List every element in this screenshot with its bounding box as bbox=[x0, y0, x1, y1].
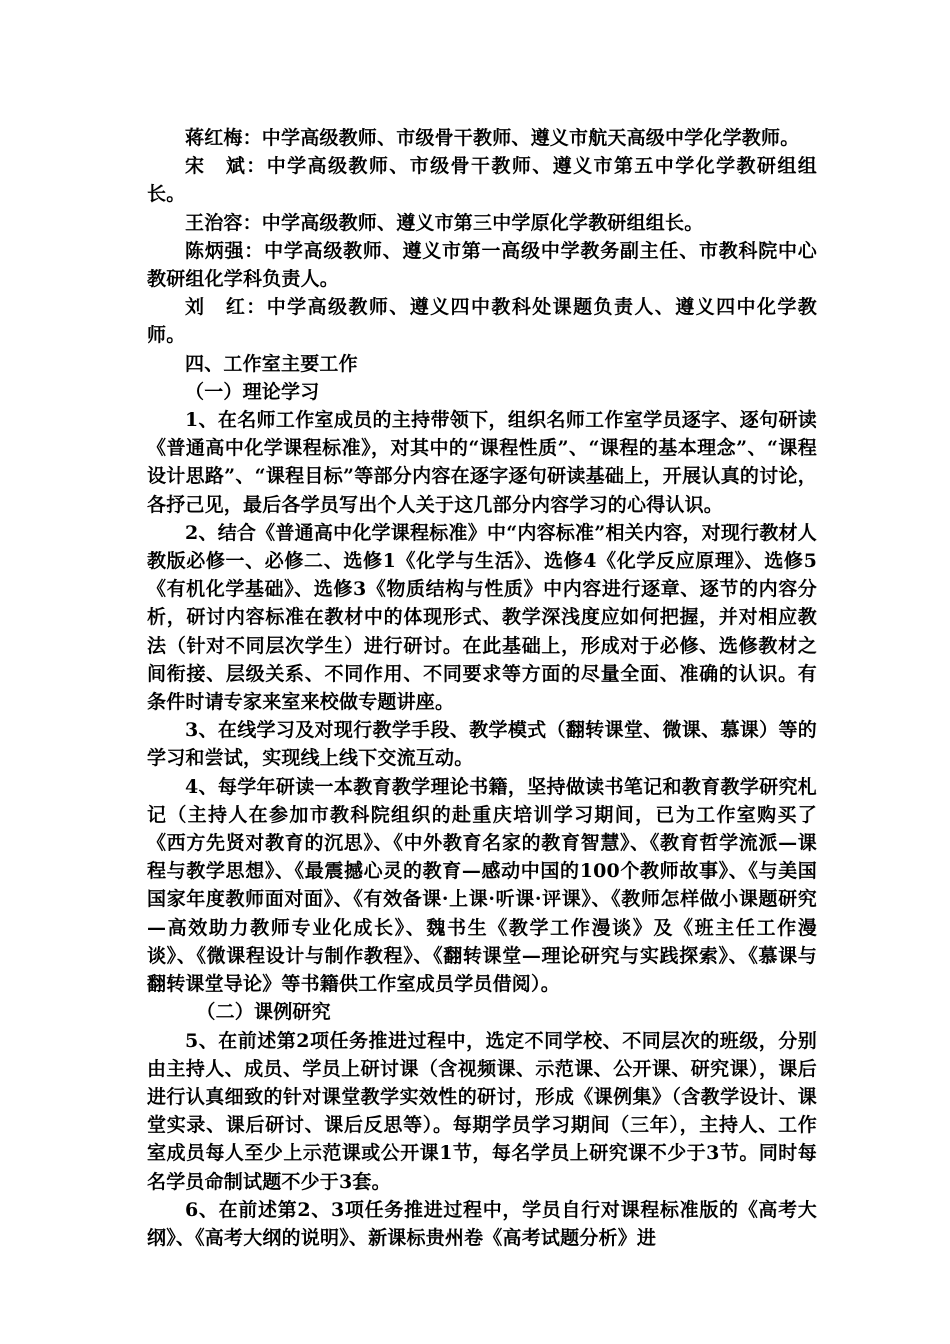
item-1-paragraph: 1、在名师工作室成员的主持带领下，组织名师工作室学员逐字、逐句研读《普通高中化学课程标准》，对其中的“课程性质”、“课程的基本理念”、“课程设计思路”、“课程目标”等部分内容在逐字逐句研读基础上，开展认真的讨论，各抒己见，最后各学员写出个人关于这几部分内容学习的心得认识。 bbox=[147, 409, 817, 516]
member-jiang-hongmei: 蒋红梅：中学高级教师、市级骨干教师、遵义市航天高级中学化学教师。 bbox=[185, 127, 800, 149]
item-2-paragraph: 2、结合《普通高中化学课程标准》中“内容标准”相关内容，对现行教材人教版必修一、必修二、选修1《化学与生活》、选修4《化学反应原理》、选修5《有机化学基础》、选修3《物质结构与性质》中内容进行逐章、逐节的内容分析，研讨内容标准在教材中的体现形式、教学深浅度应如何把握，并对相应教法（针对不同层次学生）进行研讨。在此基础上，形成对于必修、选修教材之间衔接、层级关系、不同作用、不同要求等方面的尽量全面、准确的认识。有条件时请专家来室来校做专题讲座。 bbox=[147, 521, 817, 714]
document-body bbox=[147, 124, 817, 1252]
item-6-paragraph: 6、在前述第2、3项任务推进过程中，学员自行对课程标准版的《高考大纲》、《高考大纲的说明》、新课标贵州卷《高考试题分析》进 bbox=[147, 1198, 817, 1249]
member-song-bin: 宋 斌：中学高级教师、市级骨干教师、遵义市第五中学化学教研组组长。 bbox=[147, 155, 817, 206]
item-5-paragraph: 5、在前述第2项任务推进过程中，选定不同学校、不同层次的班级，分别由主持人、成员、学员上研讨课（含视频课、示范课、公开课、研究课），课后进行认真细致的针对课堂教学实效性的研讨，形成《课例集》（含教学设计、课堂实录、课后研讨、课后反思等）。每期学员学习期间（三年），主持人、工作室成员每人至少上示范课或公开课1节，每名学员上研究课不少于3节。同时每名学员命制试题不少于3套。 bbox=[147, 1029, 817, 1193]
section-heading-main-work: 四、工作室主要工作 bbox=[185, 352, 358, 375]
subsection-heading-case-study: （二）课例研究 bbox=[196, 1001, 331, 1024]
member-chen-bingqiang: 陈炳强：中学高级教师、遵义市第一高级中学教务副主任、市教科院中心教研组化学科负责人。 bbox=[147, 239, 817, 291]
member-wang-zhirong: 王治容：中学高级教师、遵义市第三中学原化学教研组组长。 bbox=[185, 211, 704, 234]
item-4-paragraph: 4、每学年研读一本教育教学理论书籍，坚持做读书笔记和教育教学研究札记（主持人在参加市教科院组织的赴重庆培训学习期间，已为工作室购买了《西方先贤对教育的沉思》、《中外教育名家的教育智慧》、《教育哲学流派—课程与教学思想》、《最震撼心灵的教育—感动中国的100个教师故事》、《与美国国家年度教师面对面》、《有效备课·上课·听课·评课》、《教师怎样做小课题研究—高效助力教师专业化成长》、魏书生《教学工作漫谈》及《班主任工作漫谈》、《微课程设计与制作教程》、《翻转课堂—理论研究与实践探索》、《慕课与翻转课堂导论》等书籍供工作室成员学员借阅）。 bbox=[147, 775, 817, 996]
subsection-heading-theory: （一）理论学习 bbox=[185, 380, 320, 403]
item-3-paragraph: 3、在线学习及对现行教学手段、教学模式（翻转课堂、微课、慕课）等的学习和尝试，实现线上线下交流互动。 bbox=[147, 719, 817, 770]
member-liu-hong: 刘 红：中学高级教师、遵义四中教科处课题负责人、遵义四中化学教师。 bbox=[147, 296, 817, 347]
